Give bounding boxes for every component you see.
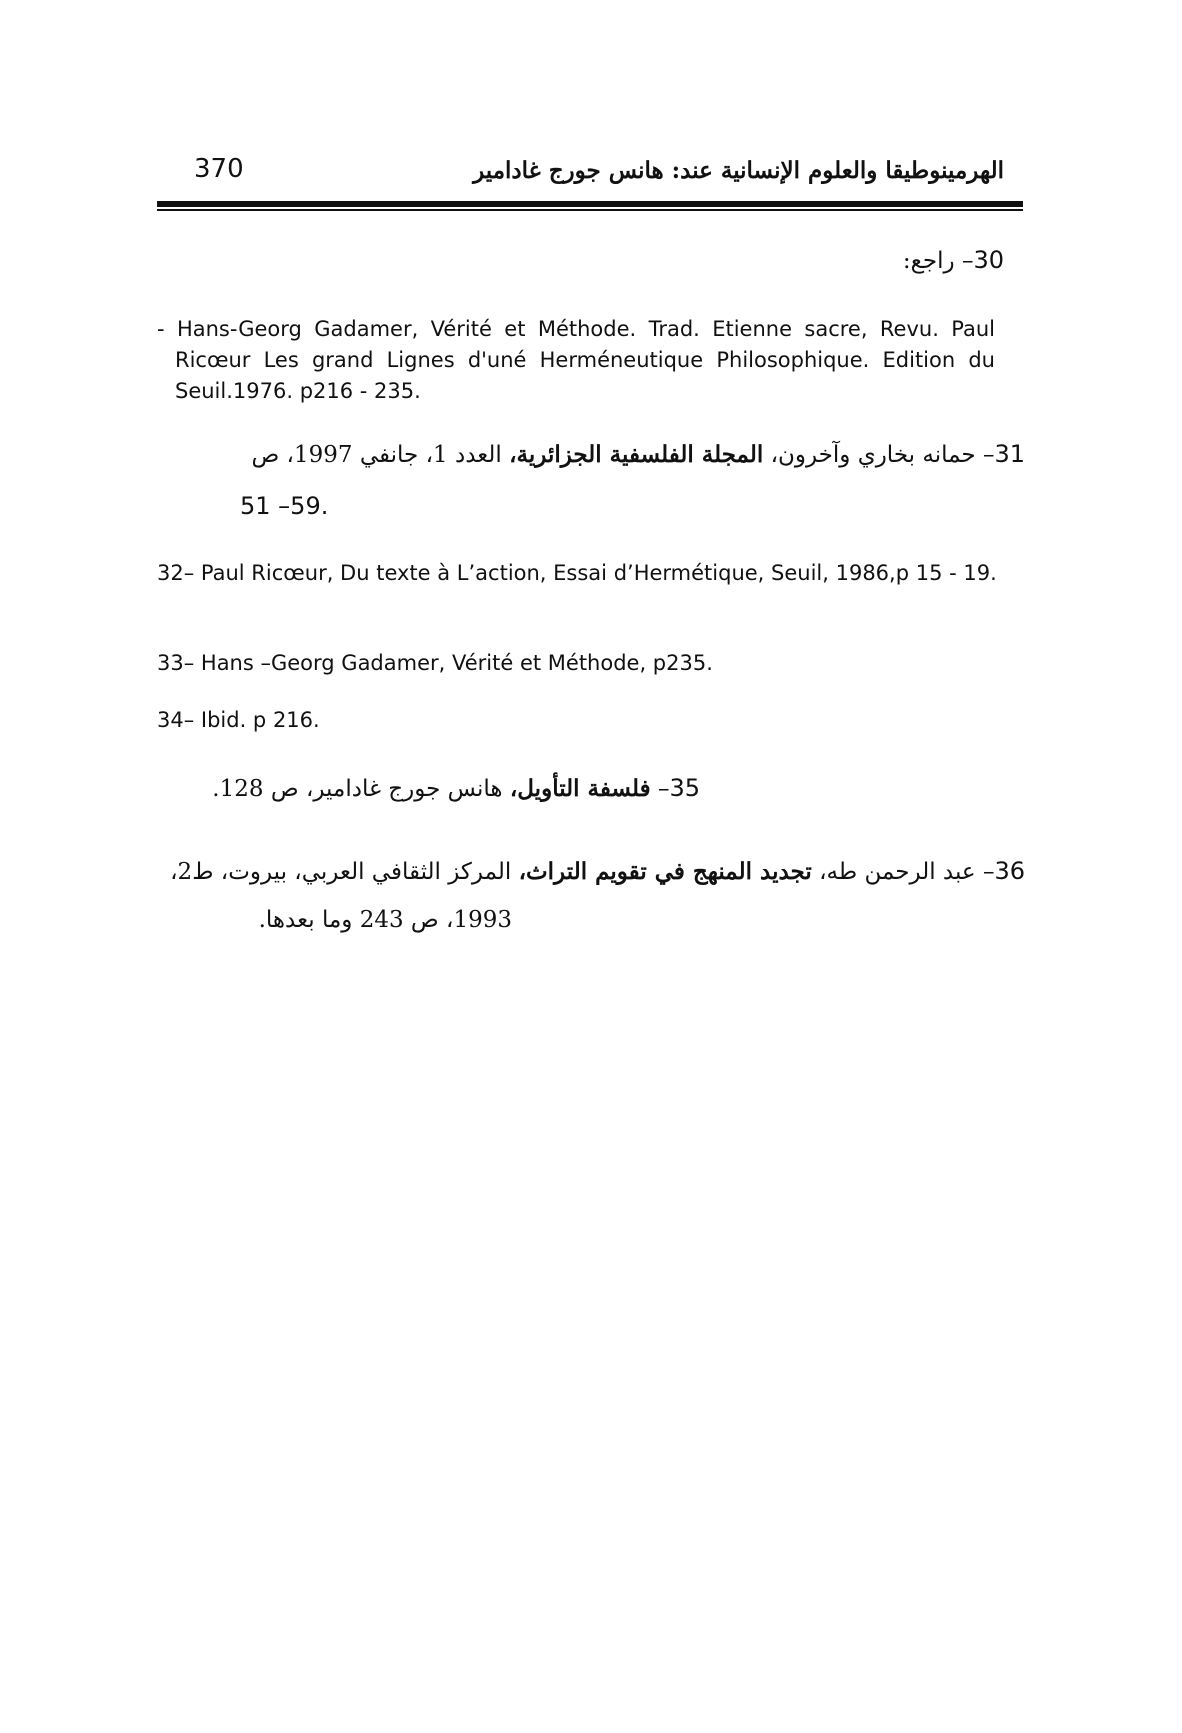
note-36-dash: –: [982, 859, 995, 885]
header-rule-thin: [157, 209, 1023, 211]
note-31: [155, 434, 1025, 475]
note-31-number: 31: [994, 440, 1025, 468]
note-30-number: 30: [973, 246, 1004, 274]
note-36: [155, 851, 1025, 892]
note-30: [144, 240, 1004, 281]
note-31-title: المجلة الفلسفية الجزائرية،: [509, 441, 764, 468]
note-34: 34– Ibid. p 216.: [157, 708, 320, 732]
note-36-title: تجديد المنهج في تقويم التراث،: [518, 858, 812, 885]
note-36-number: 36: [994, 857, 1025, 885]
note-35-dash: –: [657, 776, 670, 802]
note-35-rest: هانس جورج غادامير، ص 128.: [212, 776, 503, 802]
note-35: [100, 768, 700, 809]
note-30-text: راجع:: [902, 248, 955, 274]
note-31-author: حمانه بخاري وآخرون،: [770, 442, 976, 468]
note-36-continuation: 1993، ص 243 وما بعدها.: [258, 907, 512, 933]
note-32: 32– Paul Ricœur, Du texte à L’action, Essai d’Hermétique, Seuil, 1986,p 15 - 19.: [157, 561, 997, 585]
note-36-publisher: المركز الثقافي العربي، بيروت، ط2،: [170, 859, 512, 885]
note-31-issue: العدد 1، جانفي 1997، ص: [251, 442, 502, 468]
page-number: 370: [194, 154, 244, 184]
running-title: الهرمينوطيقا والعلوم الإنسانية عند: هانس جورج غادامير: [473, 157, 1004, 184]
note-31-pages: 51 –59.: [240, 492, 329, 520]
note-33: 33– Hans –Georg Gadamer, Vérité et Méthode, p235.: [157, 651, 713, 675]
note-35-number: 35: [669, 774, 700, 802]
note-31-dash: –: [982, 442, 995, 468]
header-rule-thick: [157, 201, 1023, 207]
note-30-reference: - Hans-Georg Gadamer, Vérité et Méthode. Trad. Etienne sacre, Revu. Paul Ricœur Les grand Lignes d'uné Herméneutique Philosophique. Edition du Seuil.1976. p216 - 235.: [157, 317, 995, 403]
note-30-dash: –: [961, 248, 974, 274]
note-35-title: فلسفة التأويل،: [509, 775, 651, 802]
note-36-author: عبد الرحمن طه،: [819, 859, 976, 885]
